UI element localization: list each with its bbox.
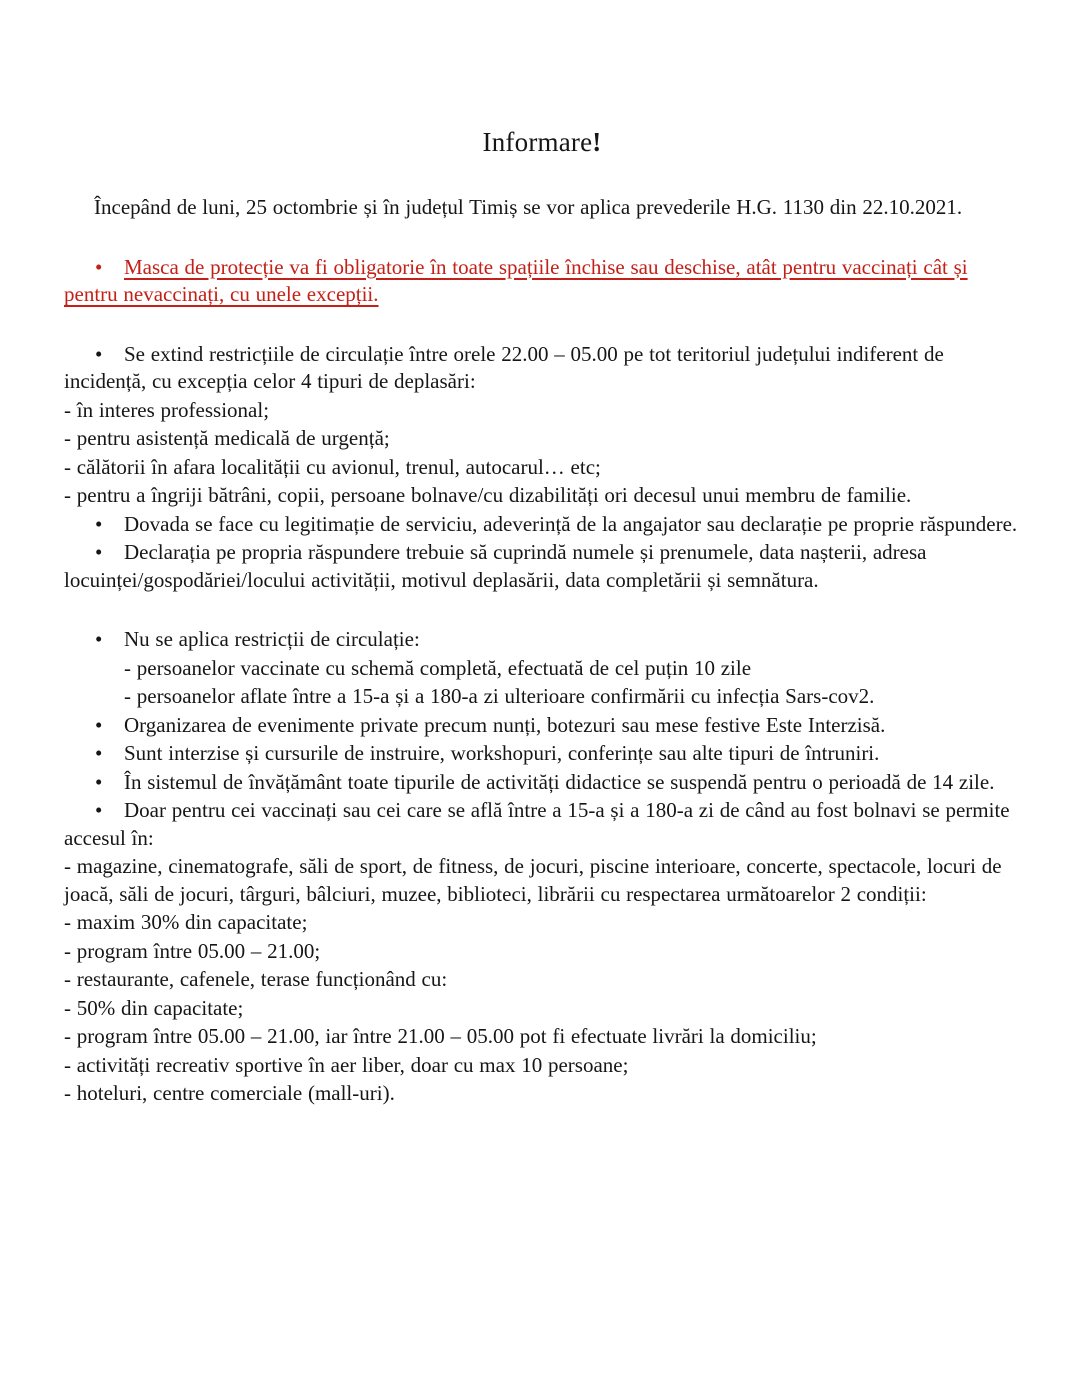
dash-item: - pentru asistență medicală de urgență; — [64, 426, 390, 450]
bullet-item — [64, 740, 1020, 768]
dash-item: - program între 05.00 – 21.00; — [64, 938, 321, 963]
dash-item: - călătorii în afara localității cu avionul, trenul, autocarul… etc; — [64, 454, 601, 479]
bullet-item — [64, 539, 1020, 594]
bullet-icon: • — [95, 540, 103, 564]
bullet-text: Dovada se face cu legitimație de serviciu, adeverință de la angajator sau declarație pe proprie răspundere. — [124, 511, 1018, 536]
dash-item: - în interes professional; — [64, 397, 270, 422]
intro-paragraph: Începând de luni, 25 octombrie și în județul Timiș se vor aplica prevederile H.G. 1130 din 22.10.2021. — [94, 195, 963, 219]
bullet-item — [64, 511, 1020, 539]
bullet-icon: • — [95, 798, 103, 822]
bullet-text: În sistemul de învățământ toate tipurile de activități didactice se suspendă pentru o perioadă de 14 zile. — [124, 769, 995, 794]
blank-line — [64, 223, 1020, 253]
bullet-text: Declarația pe propria răspundere trebuie să cuprindă numele și prenumele, data nașterii, adresa locuinței/gospodăriei/locului activității, motivul deplasării, data completării și semnătura. — [64, 540, 927, 592]
bullet-text: Doar pentru cei vaccinați sau cei care se află între a 15-a și a 180-a zi de când au fost bolnavi se permite accesul în: — [64, 798, 1010, 850]
bullet-icon: • — [95, 769, 103, 794]
blank-line — [64, 310, 1020, 340]
bullet-item — [64, 712, 1020, 740]
bullet-text: Nu se aplica restricții de circulație: — [124, 627, 420, 651]
bullet-item — [64, 769, 1020, 797]
document-body — [64, 194, 1020, 1108]
bullet-icon: • — [95, 712, 103, 737]
page-title-text: Informare — [482, 127, 593, 157]
bullet-item — [64, 626, 1020, 654]
dash-item: - activități recreativ sportive în aer liber, doar cu max 10 persoane; — [64, 1052, 629, 1077]
dash-item: - magazine, cinematografe, săli de sport, de fitness, de jocuri, piscine interioare, concerte, spectacole, locuri de joacă, săli de jocuri, târguri, bâlciuri, muzee, biblioteci, librării cu respectarea următoarelor 2 condiții: — [64, 854, 1002, 906]
bullet-item — [64, 797, 1020, 852]
dash-item: - hoteluri, centre comerciale (mall-uri). — [64, 1081, 395, 1105]
bullet-text: Masca de protecție va fi obligatorie în toate spațiile închise sau deschise, atât pentru vaccinați cât și pentru nevaccinați, cu unele excepții. — [64, 254, 968, 306]
dash-item: - pentru a îngriji bătrâni, copii, persoane bolnave/cu dizabilități ori decesul unui membru de familie. — [64, 483, 912, 507]
bullet-icon: • — [95, 254, 103, 279]
bullet-icon: • — [95, 741, 103, 765]
bullet-icon: • — [95, 341, 103, 366]
subdash-item: - persoanelor vaccinate cu schemă completă, efectuată de cel puțin 10 zile — [124, 655, 752, 680]
dash-item: - restaurante, cafenele, terase funcționând cu: — [64, 967, 448, 991]
blank-line — [64, 595, 1020, 625]
page-title-exclamation: ! — [592, 127, 602, 157]
dash-item: - program între 05.00 – 21.00, iar între 21.00 – 05.00 pot fi efectuate livrări la domiciliu; — [64, 1024, 817, 1048]
subdash-item: - persoanelor aflate între a 15-a și a 180-a zi ulterioare confirmării cu infecția Sars-cov2. — [124, 684, 875, 708]
bullet-text: Organizarea de evenimente private precum nunți, botezuri sau mese festive Este Interzisă. — [124, 712, 886, 737]
highlight-bullet-item — [64, 254, 1020, 309]
bullet-item — [64, 341, 1020, 396]
bullet-text: Se extind restricțiile de circulație între orele 22.00 – 05.00 pe tot teritoriul județului indiferent de incidență, cu excepția celor 4 tipuri de deplasări: — [64, 341, 944, 393]
page-title — [64, 126, 1020, 158]
bullet-icon: • — [95, 627, 103, 651]
dash-item: - 50% din capacitate; — [64, 995, 244, 1020]
dash-item: - maxim 30% din capacitate; — [64, 910, 308, 934]
bullet-text: Sunt interzise și cursurile de instruire, workshopuri, conferințe sau alte tipuri de întruniri. — [124, 741, 880, 765]
bullet-icon: • — [95, 511, 103, 536]
